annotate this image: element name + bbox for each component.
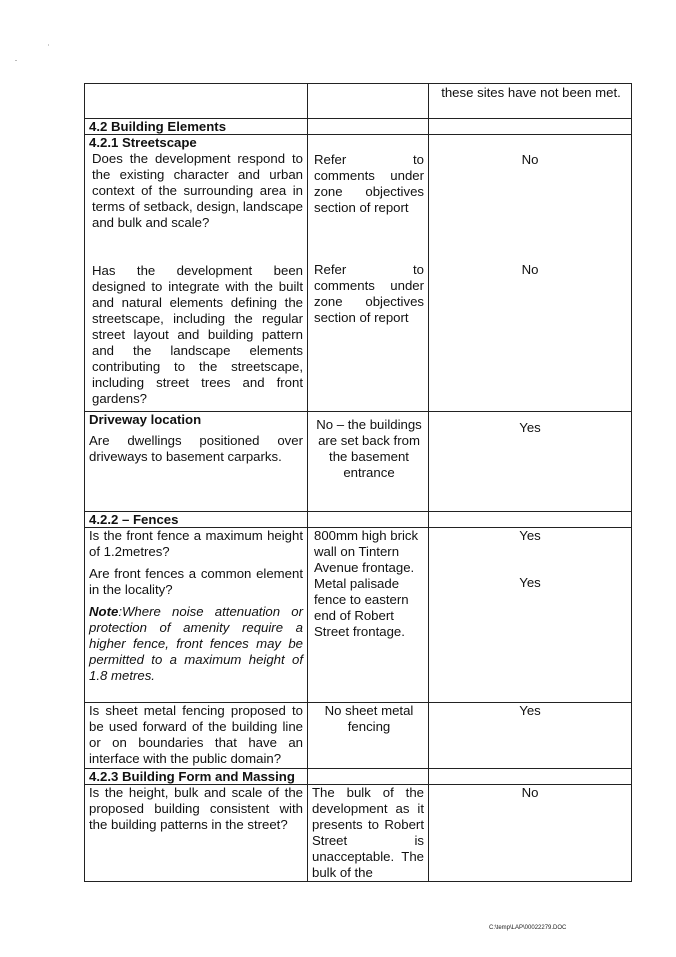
note-text: Note:Where noise attenuation or protection of amenity require a higher fence, front fences may be permitted to a maximum height of 1.8 metres.	[89, 604, 303, 683]
table-row	[85, 135, 632, 412]
cell-continued-text: these sites have not been met.	[429, 84, 632, 119]
scan-speck	[48, 44, 49, 46]
table-row	[85, 119, 632, 135]
table-row	[85, 703, 632, 769]
section-heading: 4.2 Building Elements	[85, 119, 308, 135]
table-row	[85, 528, 632, 703]
question-text: Does the development respond to the existing character and urban context of the surrounding area in terms of setback, design, landscape and bulk and scale?	[92, 151, 303, 230]
scan-speck	[15, 60, 17, 61]
comment-text: No sheet metal fencing	[324, 703, 414, 734]
table-row	[85, 512, 632, 528]
table-row	[85, 769, 632, 785]
assessment-table	[84, 83, 632, 882]
question-text: Is the height, bulk and scale of the proposed building consistent with the building patterns in the street?	[89, 785, 303, 832]
comment-text: Refer to comments under zone objectives section of report	[314, 152, 424, 215]
note-label: Note	[89, 604, 119, 619]
file-path-footer: C:\temp\LAP\00022279.DOC	[489, 925, 567, 931]
answer-text: No	[521, 152, 539, 167]
answer-text: No	[521, 262, 539, 277]
subsection-heading: 4.2.1 Streetscape	[89, 135, 197, 150]
subsection-heading: 4.2.2 – Fences	[85, 512, 308, 528]
table-row	[85, 785, 632, 882]
answer-text: Yes	[519, 528, 541, 543]
comment-text: 800mm high brick wall on Tintern Avenue frontage. Metal palisade fence to eastern end of Robert Street frontage.	[314, 528, 419, 639]
subsection-heading: Driveway location	[89, 412, 202, 427]
question-text: Is the front fence a maximum height of 1.2metres?	[89, 528, 303, 559]
subsection-heading: 4.2.3 Building Form and Massing	[85, 769, 308, 785]
answer-text: No	[521, 785, 539, 800]
answer-text: Yes	[519, 703, 541, 718]
table-row	[85, 84, 632, 119]
question-text: Are front fences a common element in the locality?	[89, 566, 303, 597]
question-text: Are dwellings positioned over driveways to basement carparks.	[89, 433, 303, 464]
comment-text: No – the buildings are set back from the basement entrance	[316, 417, 422, 480]
comment-text: The bulk of the development as it presents to Robert Street is unacceptable. The bulk of the	[312, 785, 424, 880]
question-text: Is sheet metal fencing proposed to be used forward of the building line or on boundaries that have an interface with the public domain?	[89, 703, 303, 766]
comment-text: Refer to comments under zone objectives section of report	[314, 262, 424, 325]
table-row	[85, 412, 632, 512]
question-text: Has the development been designed to integrate with the built and natural elements defining the streetscape, including the regular street layout and building pattern and the landscape elements contributing to the streetscape, including street trees and front gardens?	[92, 263, 303, 406]
answer-text: Yes	[519, 420, 541, 435]
answer-text: Yes	[519, 575, 541, 590]
